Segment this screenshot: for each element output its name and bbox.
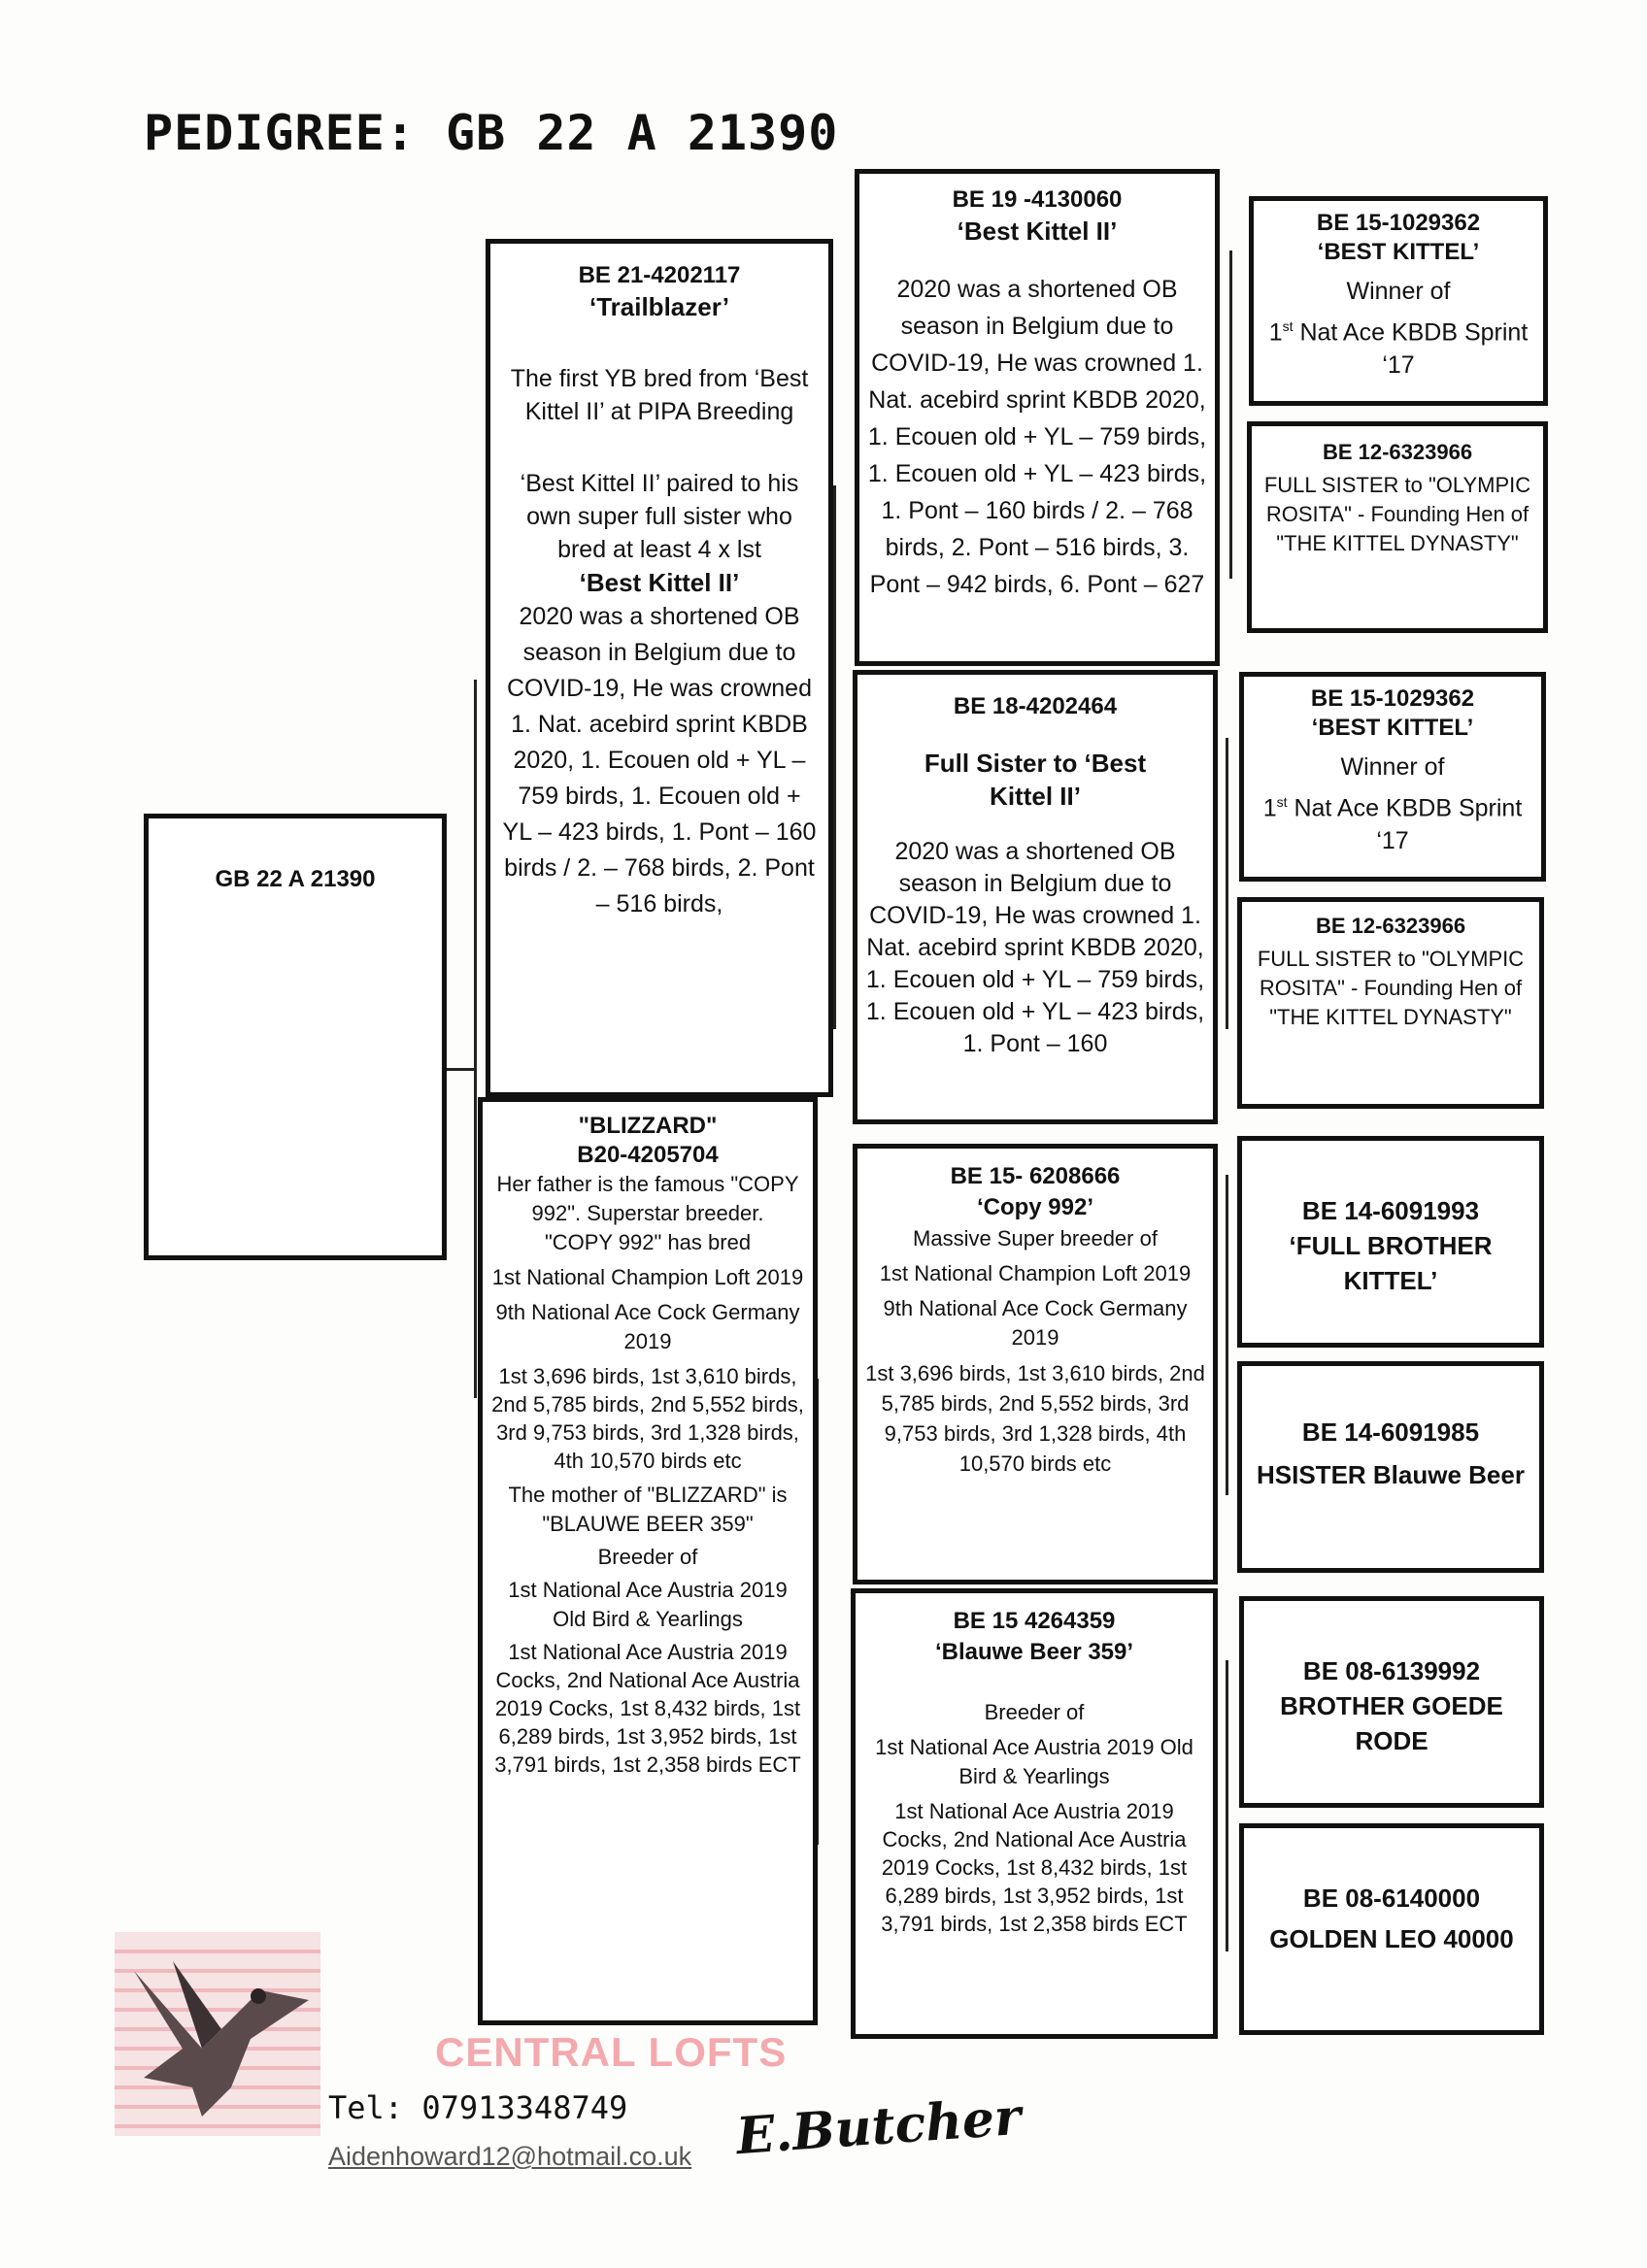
sds-name: ‘BEST KITTEL’	[1311, 715, 1474, 741]
dds-box	[1239, 1596, 1544, 1808]
connector-ss	[1229, 250, 1232, 579]
sds-text-rest: Nat Ace KBDB Sprint ‘17	[1287, 794, 1523, 855]
subject-id: GB 22 A 21390	[215, 866, 376, 892]
ddd-name: GOLDEN LEO 40000	[1269, 1924, 1514, 1953]
sss-text-sup: st	[1282, 318, 1294, 334]
dds-name: BROTHER GOEDE RODE	[1280, 1691, 1503, 1755]
dam-text: 1st National Champion Loft 2019	[491, 1265, 804, 1289]
sire-sub-heading: ‘Best Kittel II’	[579, 568, 740, 597]
dam-name: "BLIZZARD"	[578, 1113, 718, 1139]
dam-text: Her father is the famous "COPY 992". Superstar breeder.	[496, 1172, 799, 1225]
dam-text: 9th National Ace Cock Germany 2019	[495, 1300, 800, 1353]
dsd-box	[1237, 1361, 1544, 1573]
dss-box	[1237, 1136, 1544, 1348]
dds-id: BE 08-6139992	[1302, 1656, 1481, 1685]
connector-subject	[445, 1068, 476, 1071]
dam-dam-name: ‘Blauwe Beer 359’	[934, 1639, 1134, 1665]
dam-sire-text: 9th National Ace Cock Germany 2019	[883, 1296, 1188, 1350]
ddd-id: BE 08-6140000	[1302, 1884, 1481, 1913]
dam-sire-id: BE 15- 6208666	[950, 1163, 1121, 1189]
sss-text	[1258, 310, 1539, 382]
dam-dam-text: 1st National Ace Austria 2019 Old Bird & Yearlings	[875, 1735, 1193, 1788]
dam-sire-text: 1st 3,696 birds, 1st 3,610 birds, 2nd 5,785 birds, 2nd 5,552 birds, 3rd 9,753 birds, 3rd 1,328 birds, 4th 10,570 birds etc	[865, 1361, 1205, 1476]
ddd-box	[1239, 1823, 1544, 2035]
sds-text-sup: st	[1276, 794, 1288, 810]
page-title: PEDIGREE: GB 22 A 21390	[144, 105, 839, 161]
sire-text: 2020 was a shortened OB season in Belgium due to COVID-19, He was crowned 1. Nat. acebird sprint KBDB 2020, 1. Ecouen old + YL – 759 birds, 1. Ecouen old + YL – 423 birds, 1. Pont – 160 birds / 2. – 768 birds, 2. Pont – 516 birds,	[502, 603, 817, 917]
dam-box	[478, 1097, 818, 2025]
sss-text-num: 1	[1268, 318, 1283, 347]
sds-text: Winner of	[1340, 753, 1445, 781]
sire-sire-id: BE 19 -4130060	[952, 186, 1123, 213]
sds-text	[1248, 785, 1537, 857]
pigeon-logo	[115, 1932, 320, 2136]
sire-dam-id: BE 18-4202464	[953, 693, 1118, 719]
dsd-id: BE 14-6091985	[1301, 1418, 1480, 1447]
sire-sire-text: 2020 was a shortened OB season in Belgium due to COVID-19, He was crowned 1. Nat. acebird sprint KBDB 2020, 1. Ecouen old + YL – 759 birds, 1. Ecouen old + YL – 423 birds, 1. Pont – 160 birds / 2. – 768 birds, 2. Pont – 516 birds, 3. Pont – 942 birds, 6. Pont – 627	[867, 276, 1207, 598]
dam-dam-text: 1st National Ace Austria 2019 Cocks, 2nd National Ace Austria 2019 Cocks, 1st 8,432 birds, 1st 6,289 birds, 1st 3,952 birds, 1st 3,791 birds, 1st 2,358 birds ECT	[881, 1799, 1188, 1936]
sdd-text: FULL SISTER to "OLYMPIC ROSITA" - Founding Hen of "THE KITTEL DYNASTY"	[1257, 947, 1525, 1029]
sss-name: ‘BEST KITTEL’	[1317, 239, 1480, 265]
connector-sd	[1226, 738, 1228, 1029]
ssd-id: BE 12-6323966	[1322, 440, 1473, 464]
sdd-id: BE 12-6323966	[1315, 914, 1466, 938]
dss-name: ‘FULL BROTHER KITTEL’	[1289, 1231, 1493, 1295]
sire-sire-box	[855, 169, 1220, 666]
sds-box	[1239, 672, 1546, 882]
dam-dam-text: Breeder of	[984, 1700, 1085, 1724]
dam-text: The mother of "BLIZZARD" is	[508, 1483, 788, 1507]
sire-id: BE 21-4202117	[578, 262, 741, 288]
connector-ds	[1226, 1175, 1228, 1495]
sire-dam-name: Full Sister to ‘Best Kittel II’	[924, 749, 1147, 811]
sire-sire-name: ‘Best Kittel II’	[957, 217, 1118, 246]
dam-text: 1st National Ace Austria 2019 Cocks, 2nd National Ace Austria 2019 Cocks, 1st 8,432 birds, 1st 6,289 birds, 1st 3,952 birds, 1st 3,791 birds, 1st 2,358 birds ECT	[494, 1640, 801, 1777]
dam-text: Breeder of	[597, 1545, 698, 1569]
connector-subject-vertical	[474, 680, 477, 1398]
sss-box	[1249, 196, 1548, 406]
dam-sire-name: ‘Copy 992’	[976, 1194, 1094, 1220]
ssd-box	[1247, 421, 1548, 633]
sds-id: BE 15-1029362	[1310, 685, 1475, 712]
dam-sire-text: Massive Super breeder of	[913, 1226, 1158, 1251]
sss-text: Winner of	[1346, 278, 1451, 305]
dam-id: B20-4205704	[577, 1142, 719, 1168]
sire-dam-box	[853, 670, 1218, 1124]
dam-text: 1st National Ace Austria 2019 Old Bird & Yearlings	[508, 1578, 788, 1631]
dam-text: "COPY 992" has bred	[544, 1230, 752, 1254]
subject-box	[144, 814, 447, 1260]
sire-box	[486, 239, 833, 1097]
sire-text: ‘Best Kittel II’ paired to his own super full sister who bred at least 4 x lst	[520, 470, 799, 563]
dss-id: BE 14-6091993	[1301, 1196, 1480, 1225]
sss-id: BE 15-1029362	[1316, 210, 1481, 236]
connector-sire	[833, 485, 836, 1029]
sss-text-rest: Nat Ace KBDB Sprint ‘17	[1293, 318, 1529, 380]
dam-sire-box	[853, 1144, 1218, 1584]
brand-name: CENTRAL LOFTS	[435, 2029, 788, 2075]
dsd-name: HSISTER Blauwe Beer	[1257, 1460, 1525, 1489]
dam-dam-box	[851, 1588, 1218, 2039]
connector-dd	[1226, 1660, 1228, 1951]
dam-dam-id: BE 15 4264359	[953, 1608, 1116, 1634]
dam-text: "BLAUWE BEER 359"	[542, 1512, 754, 1536]
sdd-box	[1237, 897, 1544, 1109]
ssd-text: FULL SISTER to "OLYMPIC ROSITA" - Founding Hen of "THE KITTEL DYNASTY"	[1263, 473, 1531, 555]
sire-dam-text: 2020 was a shortened OB season in Belgium due to COVID-19, He was crowned 1. Nat. acebird sprint KBDB 2020, 1. Ecouen old + YL – 759 birds, 1. Ecouen old + YL – 423 birds, 1. Pont – 160	[865, 838, 1205, 1057]
signature: E.Butcher	[734, 2086, 1024, 2167]
sds-text-num: 1	[1262, 794, 1277, 822]
dam-sire-text: 1st National Champion Loft 2019	[879, 1261, 1192, 1285]
dam-text: 1st 3,696 birds, 1st 3,610 birds, 2nd 5,785 birds, 2nd 5,552 birds, 3rd 9,753 birds, 3rd 1,328 birds, 4th 10,570 birds etc	[491, 1364, 804, 1473]
email-link[interactable]: Aidenhoward12@hotmail.co.uk	[328, 2142, 692, 2171]
sire-text: The first YB bred from ‘Best Kittel II’ at PIPA Breeding	[510, 365, 809, 425]
telephone: Tel: 07913348749	[328, 2089, 628, 2126]
sire-name: ‘Trailblazer’	[588, 292, 730, 321]
